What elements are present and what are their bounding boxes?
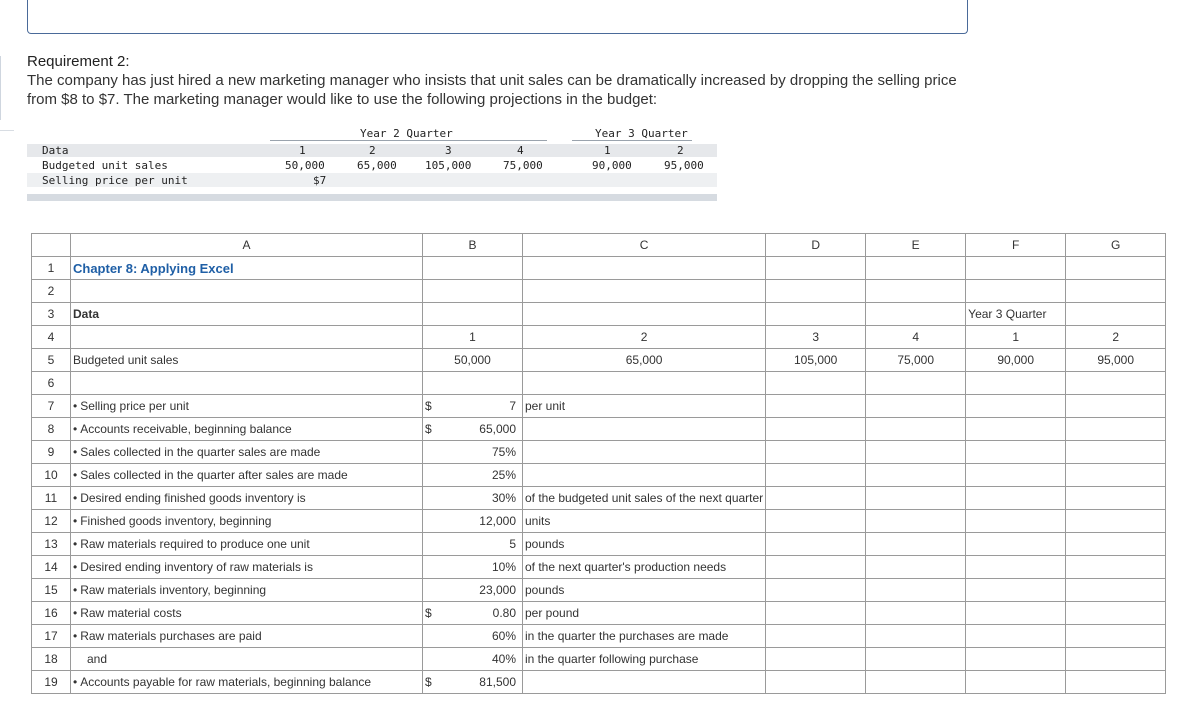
price-label: Selling price per unit: [42, 174, 188, 187]
quarter-number: 3: [766, 326, 866, 349]
column-header: C: [523, 234, 766, 257]
table-row: [32, 556, 1166, 579]
row-number: 8: [32, 418, 71, 441]
table-row: [32, 441, 1166, 464]
empty-cell: [866, 579, 966, 602]
empty-cell: [866, 280, 966, 303]
empty-cell: [966, 257, 1066, 280]
empty-cell: [1066, 648, 1166, 671]
year2-quarter-label: Year 2 Quarter: [360, 127, 453, 140]
assumption-value-text: 23,000: [479, 583, 516, 597]
assumption-value-text: 12,000: [479, 514, 516, 528]
dollar-sign: $: [425, 399, 432, 413]
budgeted-unit-sales-value: 95,000: [1066, 349, 1166, 372]
data-block-bottom-bar: [27, 194, 717, 201]
row-number: 11: [32, 487, 71, 510]
assumption-label-text: Accounts payable for raw materials, beginning balance: [80, 675, 372, 689]
dollar-sign: $: [425, 606, 432, 620]
empty-cell: [1066, 372, 1166, 395]
corner-cell: [32, 234, 71, 257]
bullet-icon: •: [73, 606, 78, 620]
row-number: 18: [32, 648, 71, 671]
empty-cell: [1066, 625, 1166, 648]
assumption-note: pounds: [523, 533, 766, 556]
empty-cell: [966, 648, 1066, 671]
assumption-value-text: 10%: [491, 560, 516, 574]
budgeted-unit-sales-value: 65,000: [523, 349, 766, 372]
budgeted-unit-sales-value: 90,000: [966, 349, 1066, 372]
empty-cell: [423, 303, 523, 326]
bullet-icon: •: [73, 537, 78, 551]
empty-cell: [766, 303, 866, 326]
quarter-number: 2: [1066, 326, 1166, 349]
unit-sales-value: 90,000: [592, 159, 632, 172]
row-number: 6: [32, 372, 71, 395]
assumption-value-text: 25%: [491, 468, 516, 482]
bullet-icon: •: [73, 583, 78, 597]
empty-cell: [766, 372, 866, 395]
empty-cell: [1066, 671, 1166, 694]
assumption-label-text: Sales collected in the quarter after sales are made: [80, 468, 348, 482]
left-divider: [0, 56, 1, 120]
empty-cell: [766, 280, 866, 303]
empty-cell: [523, 257, 766, 280]
row-number: 2: [32, 280, 71, 303]
column-header-row: [32, 234, 1166, 257]
row-number: 9: [32, 441, 71, 464]
assumption-label-text: Selling price per unit: [80, 399, 189, 413]
quarter-header: 3: [445, 144, 452, 157]
empty-cell: [766, 556, 866, 579]
empty-cell: [966, 395, 1066, 418]
assumption-label: [71, 648, 423, 671]
assumption-label-text: and: [87, 652, 108, 666]
empty-cell: [1066, 602, 1166, 625]
assumption-value: [423, 648, 523, 671]
row-number: 5: [32, 349, 71, 372]
year3-underline: [572, 140, 692, 141]
empty-cell: [866, 602, 966, 625]
empty-cell: [766, 395, 866, 418]
table-row: [32, 464, 1166, 487]
assumption-label: [71, 395, 423, 418]
column-header: E: [866, 234, 966, 257]
quarter-header: 2: [677, 144, 684, 157]
quarter-number: 1: [423, 326, 523, 349]
empty-cell: [866, 556, 966, 579]
bullet-icon: •: [73, 514, 78, 528]
empty-cell: [1066, 556, 1166, 579]
empty-cell: [1066, 487, 1166, 510]
column-header: G: [1066, 234, 1166, 257]
assumption-note: units: [523, 510, 766, 533]
empty-cell: [766, 533, 866, 556]
assumption-note: in the quarter the purchases are made: [523, 625, 766, 648]
empty-cell: [866, 533, 966, 556]
quarter-header: 1: [299, 144, 306, 157]
assumption-value: [423, 418, 523, 441]
assumption-label-text: Raw materials required to produce one unit: [80, 537, 310, 551]
table-row: [32, 372, 1166, 395]
year3-quarter-label: Year 3 Quarter: [595, 127, 688, 140]
table-row: [32, 648, 1166, 671]
empty-cell: [866, 441, 966, 464]
column-header: D: [766, 234, 866, 257]
empty-cell: [523, 280, 766, 303]
empty-cell: [866, 648, 966, 671]
projection-data-block: [27, 126, 717, 201]
dollar-sign: $: [425, 422, 432, 436]
assumption-value-text: 0.80: [492, 606, 516, 620]
empty-cell: [766, 671, 866, 694]
empty-cell: [766, 648, 866, 671]
table-row: [32, 579, 1166, 602]
row-number: 4: [32, 326, 71, 349]
bullet-icon: •: [73, 629, 78, 643]
assumption-value-text: 65,000: [479, 422, 516, 436]
assumption-value: [423, 556, 523, 579]
empty-cell: [523, 671, 766, 694]
assumption-note: pounds: [523, 579, 766, 602]
table-row: [32, 418, 1166, 441]
empty-cell: [966, 579, 1066, 602]
row-number: 10: [32, 464, 71, 487]
empty-cell: [766, 441, 866, 464]
empty-cell: [71, 372, 423, 395]
assumption-value-text: 60%: [491, 629, 516, 643]
quarter-number: 2: [523, 326, 766, 349]
unit-sales-label: Budgeted unit sales: [42, 159, 168, 172]
assumption-label-text: Raw materials purchases are paid: [80, 629, 262, 643]
quarter-header: 4: [517, 144, 524, 157]
assumption-value: [423, 602, 523, 625]
assumption-label-text: Accounts receivable, beginning balance: [80, 422, 292, 436]
assumption-value: [423, 395, 523, 418]
empty-cell: [966, 510, 1066, 533]
table-row: [32, 671, 1166, 694]
quarter-header: 1: [604, 144, 611, 157]
bullet-icon: •: [73, 560, 78, 574]
row-number: 19: [32, 671, 71, 694]
empty-cell: [1066, 464, 1166, 487]
empty-cell: [966, 418, 1066, 441]
assumption-label-text: Desired ending finished goods inventory is: [80, 491, 306, 505]
row-number: 14: [32, 556, 71, 579]
empty-cell: [523, 441, 766, 464]
table-row: [32, 349, 1166, 372]
assumption-label-text: Desired ending inventory of raw materials is: [80, 560, 313, 574]
empty-cell: [766, 510, 866, 533]
assumption-value: [423, 533, 523, 556]
empty-cell: [866, 257, 966, 280]
empty-cell: [1066, 280, 1166, 303]
table-row: [32, 303, 1166, 326]
empty-cell: [766, 257, 866, 280]
empty-cell: [866, 395, 966, 418]
assumption-label: [71, 671, 423, 694]
assumption-value: [423, 510, 523, 533]
row-number: 3: [32, 303, 71, 326]
empty-cell: [523, 372, 766, 395]
table-row: [32, 257, 1166, 280]
assumption-label: [71, 441, 423, 464]
dollar-sign: $: [425, 675, 432, 689]
empty-cell: [523, 418, 766, 441]
table-row: [32, 602, 1166, 625]
empty-cell: [1066, 418, 1166, 441]
bullet-icon: •: [73, 675, 78, 689]
empty-cell: [866, 303, 966, 326]
data-label: Data: [71, 303, 423, 326]
assumption-value-text: 5: [509, 537, 516, 551]
unit-sales-value: 105,000: [425, 159, 472, 172]
empty-cell: [966, 671, 1066, 694]
left-divider-tick: [0, 130, 14, 131]
assumption-value: [423, 579, 523, 602]
unit-sales-value: 65,000: [357, 159, 397, 172]
empty-cell: [523, 303, 766, 326]
assumption-value-text: 40%: [491, 652, 516, 666]
empty-cell: [866, 487, 966, 510]
data-label: Data: [42, 144, 69, 157]
unit-sales-value: 75,000: [503, 159, 543, 172]
empty-cell: [866, 372, 966, 395]
row-number: 13: [32, 533, 71, 556]
sheet-title: Chapter 8: Applying Excel: [71, 257, 423, 280]
assumption-note: per pound: [523, 602, 766, 625]
empty-cell: [423, 257, 523, 280]
empty-cell: [1066, 441, 1166, 464]
empty-cell: [966, 602, 1066, 625]
empty-cell: [866, 671, 966, 694]
assumption-value-text: 75%: [491, 445, 516, 459]
empty-cell: [966, 441, 1066, 464]
empty-cell: [423, 280, 523, 303]
assumption-value-text: 81,500: [479, 675, 516, 689]
empty-cell: [766, 464, 866, 487]
empty-cell: [71, 326, 423, 349]
empty-cell: [766, 602, 866, 625]
quarter-number: 1: [966, 326, 1066, 349]
assumption-value: [423, 671, 523, 694]
table-row: [32, 533, 1166, 556]
answer-input-box[interactable]: [27, 0, 968, 34]
unit-sales-value: 95,000: [664, 159, 704, 172]
budgeted-unit-sales-label: Budgeted unit sales: [71, 349, 423, 372]
empty-cell: [1066, 303, 1166, 326]
column-header: A: [71, 234, 423, 257]
budgeted-unit-sales-value: 75,000: [866, 349, 966, 372]
row-number: 16: [32, 602, 71, 625]
empty-cell: [766, 487, 866, 510]
empty-cell: [966, 625, 1066, 648]
table-row: [32, 510, 1166, 533]
assumption-note: of the next quarter's production needs: [523, 556, 766, 579]
column-header: B: [423, 234, 523, 257]
bullet-icon: •: [73, 445, 78, 459]
year3-quarter-label: Year 3 Quarter: [966, 303, 1066, 326]
assumption-note: per unit: [523, 395, 766, 418]
empty-cell: [966, 372, 1066, 395]
empty-cell: [1066, 257, 1166, 280]
bullet-icon: •: [73, 468, 78, 482]
table-row: [32, 625, 1166, 648]
assumption-value: [423, 464, 523, 487]
empty-cell: [523, 464, 766, 487]
table-row: [32, 395, 1166, 418]
empty-cell: [966, 464, 1066, 487]
assumption-note: of the budgeted unit sales of the next quarter: [523, 487, 766, 510]
assumption-label-text: Raw material costs: [80, 606, 182, 620]
empty-cell: [866, 510, 966, 533]
assumption-label: [71, 418, 423, 441]
empty-cell: [966, 487, 1066, 510]
row-number: 12: [32, 510, 71, 533]
table-row: [32, 280, 1166, 303]
assumption-label: [71, 556, 423, 579]
empty-cell: [966, 556, 1066, 579]
assumption-value: [423, 625, 523, 648]
assumption-label: [71, 464, 423, 487]
column-header: F: [966, 234, 1066, 257]
budgeted-unit-sales-value: 105,000: [766, 349, 866, 372]
assumption-label-text: Sales collected in the quarter sales are made: [80, 445, 321, 459]
assumption-label: [71, 487, 423, 510]
empty-cell: [1066, 533, 1166, 556]
table-row: [32, 487, 1166, 510]
assumption-value-text: 30%: [491, 491, 516, 505]
unit-sales-value: 50,000: [285, 159, 325, 172]
requirement-title: Requirement 2:: [27, 53, 130, 70]
empty-cell: [71, 280, 423, 303]
assumption-value: [423, 441, 523, 464]
assumption-label-text: Finished goods inventory, beginning: [80, 514, 272, 528]
empty-cell: [866, 418, 966, 441]
empty-cell: [966, 280, 1066, 303]
row-number: 15: [32, 579, 71, 602]
assumption-label: [71, 510, 423, 533]
bullet-icon: •: [73, 399, 78, 413]
assumption-label: [71, 625, 423, 648]
requirement-text: The company has just hired a new marketing manager who insists that unit sales can be dramatically increased by dropping the selling price from $8 to $7. The marketing manager would like to use the following projections in the budget:: [27, 72, 957, 108]
empty-cell: [766, 579, 866, 602]
assumption-note: in the quarter following purchase: [523, 648, 766, 671]
assumption-label-text: Raw materials inventory, beginning: [80, 583, 267, 597]
assumption-value-text: 7: [509, 399, 516, 413]
year2-underline: [270, 140, 547, 141]
quarter-number: 4: [866, 326, 966, 349]
bullet-icon: •: [73, 422, 78, 436]
empty-cell: [766, 625, 866, 648]
excel-sheet: [31, 233, 1166, 694]
empty-cell: [766, 418, 866, 441]
empty-cell: [866, 464, 966, 487]
price-value: $7: [313, 174, 327, 187]
empty-cell: [423, 372, 523, 395]
row-number: 7: [32, 395, 71, 418]
assumption-label: [71, 602, 423, 625]
empty-cell: [1066, 579, 1166, 602]
row-number: 1: [32, 257, 71, 280]
budgeted-unit-sales-value: 50,000: [423, 349, 523, 372]
assumption-label: [71, 533, 423, 556]
assumption-label: [71, 579, 423, 602]
table-row: [32, 326, 1166, 349]
empty-cell: [1066, 510, 1166, 533]
bullet-icon: •: [73, 491, 78, 505]
quarter-header: 2: [369, 144, 376, 157]
empty-cell: [966, 533, 1066, 556]
assumption-value: [423, 487, 523, 510]
empty-cell: [866, 625, 966, 648]
empty-cell: [1066, 395, 1166, 418]
row-number: 17: [32, 625, 71, 648]
